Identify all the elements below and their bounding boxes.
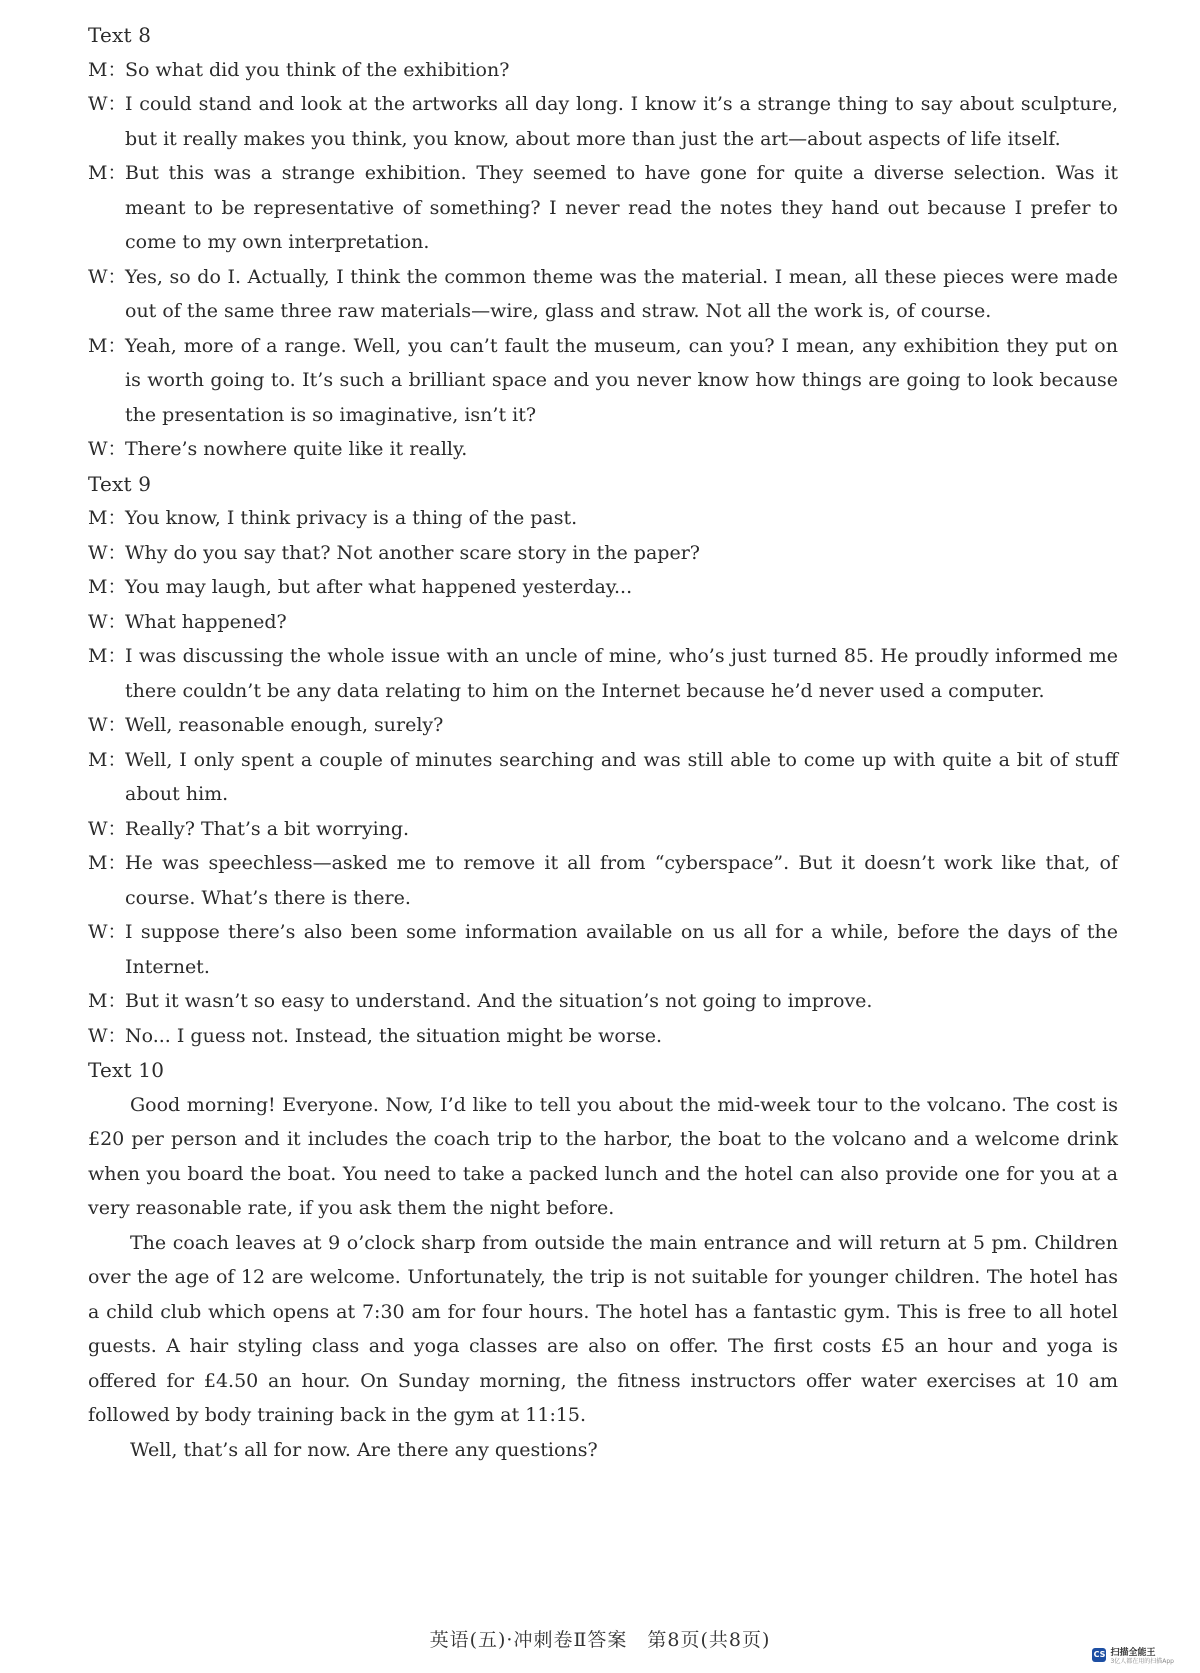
speaker-label: W： [88,921,127,943]
text10-passage [88,1088,1118,1468]
dialogue-text: But this was a strange exhibition. They seemed to have gone for quite a diverse selection. Was it meant to be representative of something? I never read the notes they hand out because I prefer to come to my own interpretation. [125,162,1118,253]
dialogue-text: He was speechless—asked me to remove it all from “cyberspace”. But it doesn’t work like that, of course. What’s there is there. [125,852,1118,909]
dialogue-line [88,87,1118,156]
text9-heading: Text 9 [88,471,152,496]
dialogue-text: There’s nowhere quite like it really. [125,438,468,460]
dialogue-text: You know, I think privacy is a thing of the past. [125,507,578,529]
speaker-label: M： [88,748,127,771]
passage-paragraph: Well, that’s all for now. Are there any questions? [130,1438,598,1461]
dialogue-line [88,708,1118,743]
text10-heading: Text 10 [88,1058,165,1082]
speaker-label: M： [88,58,127,81]
dialogue-text: No... I guess not. Instead, the situation might be worse. [125,1024,662,1047]
speaker-label: W： [88,541,127,564]
dialogue-text: You may laugh, but after what happened yesterday... [125,576,633,598]
speaker-label: W： [88,817,127,840]
dialogue-line [88,501,1118,536]
speaker-label: W： [88,438,127,460]
speaker-label: M： [88,990,127,1012]
speaker-label: W： [88,93,127,115]
dialogue-line [88,432,1118,467]
dialogue-line [88,915,1118,984]
camscanner-logo-icon: CS [1092,1648,1106,1662]
speaker-label: W： [88,1024,127,1047]
watermark-name: 扫描全能王 [1110,1648,1156,1658]
dialogue-text: I suppose there’s also been some information available on us all for a while, before the days of the Internet. [125,921,1118,978]
speaker-label: M： [88,645,127,667]
passage-paragraph: Good morning! Everyone. Now, I’d like to tell you about the mid-week tour to the volcano. The cost is £20 per person and it includes the coach trip to the harbor, the boat to the volcano and a welcome drink when you board the boat. You need to take a packed lunch and the hotel can also provide one for you at a very reasonable rate, if you ask them the night before. [88,1093,1118,1219]
dialogue-line [88,536,1118,571]
dialogue-text: Well, I only spent a couple of minutes searching and was still able to come up with quite a bit of stuff about him. [125,748,1118,805]
dialogue-line [88,984,1118,1019]
camscanner-watermark [1092,1648,1174,1665]
text8-heading: Text 8 [88,23,152,47]
speaker-label: W： [88,265,127,288]
dialogue-line [88,1019,1118,1054]
dialogue-text: Yeah, more of a range. Well, you can’t fault the museum, can you? I mean, any exhibition they put on is worth going to. It’s such a brilliant space and you never know how things are going to look because the presentation is so imaginative, isn’t it? [125,334,1118,426]
dialogue-text: Why do you say that? Not another scare story in the paper? [125,541,700,564]
page-footer: 英语(五)·冲刺卷Ⅱ答案 第8页(共8页) [429,1629,771,1651]
dialogue-line [88,605,1118,640]
dialogue-text: I was discussing the whole issue with an uncle of mine, who’s just turned 85. He proudly informed me there couldn’t be any data relating to him on the Internet because he’d never used a computer. [125,645,1118,702]
dialogue-line [88,260,1118,329]
speaker-label: M： [88,334,127,357]
dialogue-text: Yes, so do I. Actually, I think the common theme was the material. I mean, all these pieces were made out of the same three raw materials—wire, glass and straw. Not all the work is, of course. [125,265,1118,322]
speaker-label: M： [88,507,127,529]
speaker-label: W： [88,714,127,736]
dialogue-text: But it wasn’t so easy to understand. And the situation’s not going to improve. [125,990,873,1012]
dialogue-line [88,639,1118,708]
speaker-label: M： [88,162,127,184]
dialogue-text: So what did you think of the exhibition? [125,58,510,81]
dialogue-line [88,743,1118,812]
watermark-tagline: 3亿人都在用的扫描App [1110,1658,1174,1665]
dialogue-text: Well, reasonable enough, surely? [125,714,444,736]
speaker-label: W： [88,610,127,633]
dialogue-line [88,329,1118,433]
dialogue-line [88,570,1118,605]
dialogue-line [88,846,1118,915]
speaker-label: M： [88,576,127,598]
text8-dialogue [88,53,1118,467]
passage-paragraph: The coach leaves at 9 o’clock sharp from outside the main entrance and will return at 5 pm. Children over the age of 12 are welcome. Unfortunately, the trip is not suitable for younger children. The hotel has a child club which opens at 7:30 am for four hours. The hotel has a fantastic gym. This is free to all hotel guests. A hair styling class and yoga classes are also on offer. The first costs £5 an hour and yoga is offered for £4.50 an hour. On Sunday morning, the fitness instructors offer water exercises at 10 am followed by body training back in the gym at 11:15. [88,1231,1118,1426]
dialogue-line [88,156,1118,260]
speaker-label: M： [88,852,127,874]
dialogue-text: I could stand and look at the artworks all day long. I know it’s a strange thing to say about sculpture, but it really makes you think, you know, about more than just the art—about aspects of life itself. [125,93,1118,150]
text9-dialogue [88,501,1118,1053]
document-page [88,18,1118,1467]
dialogue-text: What happened? [125,610,287,633]
dialogue-text: Really? That’s a bit worrying. [125,817,410,840]
dialogue-line [88,812,1118,847]
dialogue-line [88,53,1118,88]
